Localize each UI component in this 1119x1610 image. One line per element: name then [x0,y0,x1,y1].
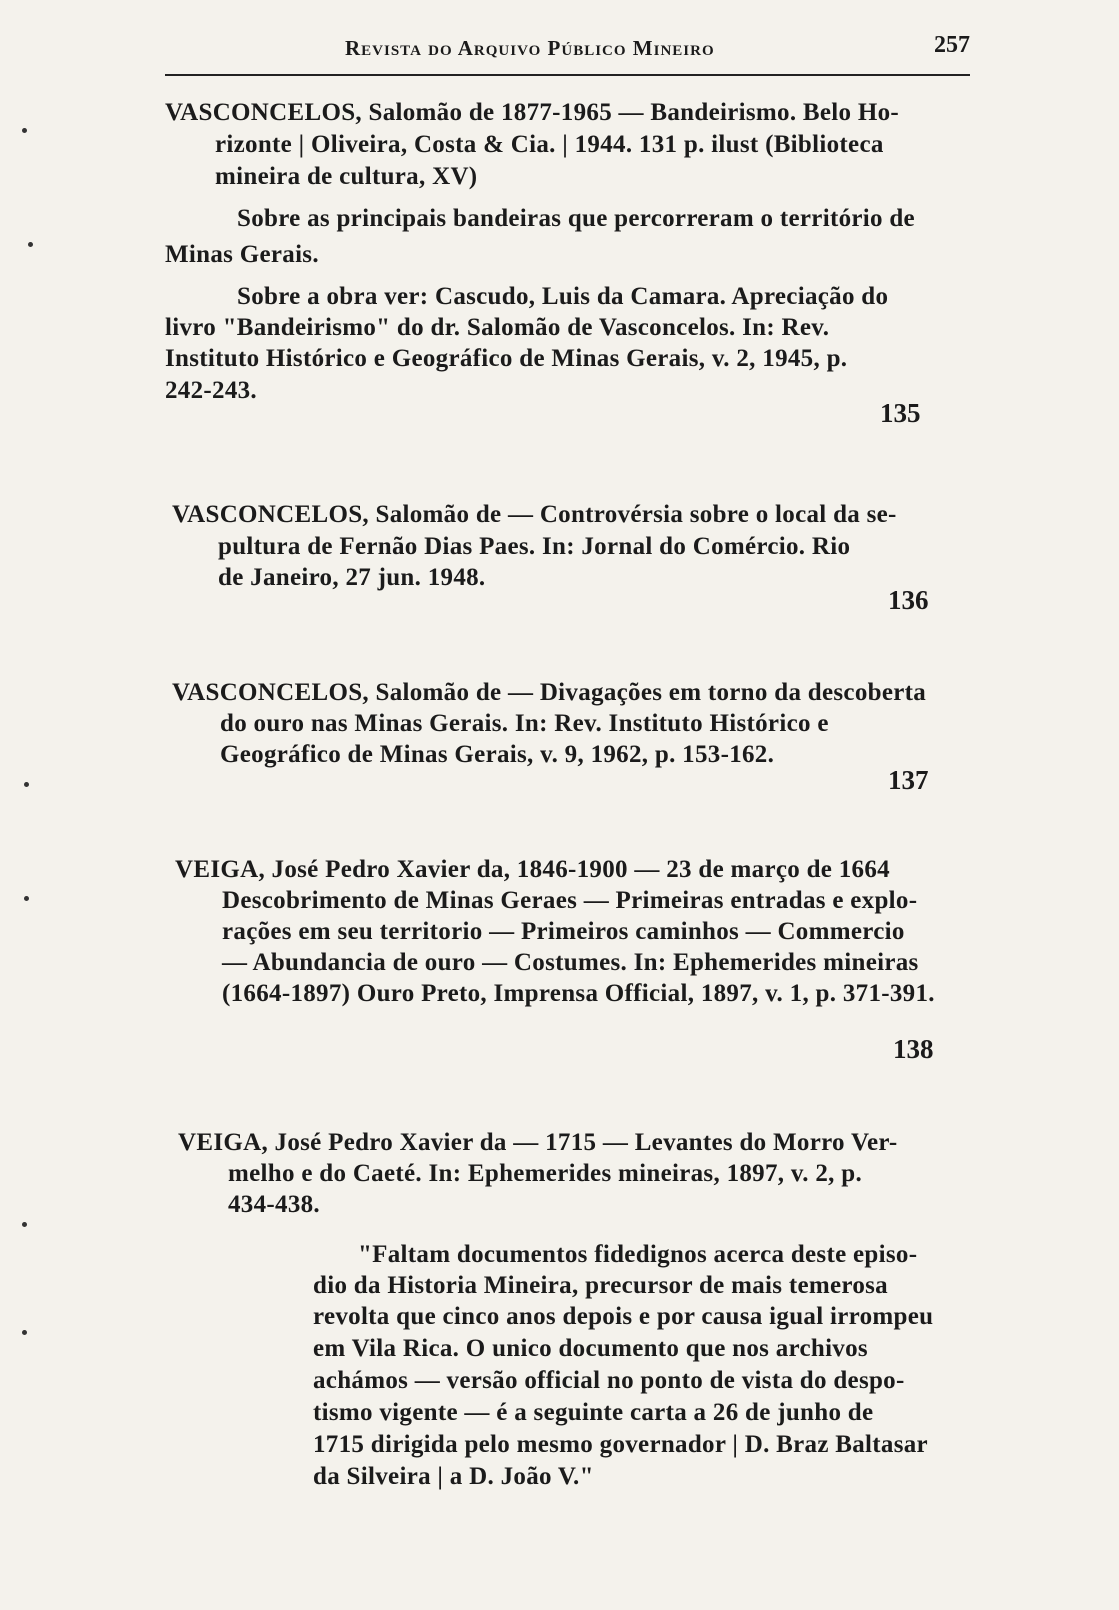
quote-line: tismo vigente — é a seguinte carta a 26 de junho de [313,1399,874,1426]
scan-speck [22,1222,27,1227]
note-line: livro "Bandeirismo" do dr. Salomão de Vasconcelos. In: Rev. [165,314,830,341]
scan-speck [28,242,33,247]
entry-line: (1664-1897) Ouro Preto, Imprensa Official, 1897, v. 1, p. 371-391. [222,980,935,1007]
quote-line: 1715 dirigida pelo mesmo governador | D. Braz Baltasar [313,1431,928,1458]
entry-line: VEIGA, José Pedro Xavier da, 1846-1900 — 23 de março de 1664 [175,856,890,883]
scan-speck [22,128,27,133]
quote-line: revolta que cinco anos depois e por causa igual irrompeu [313,1303,934,1330]
entry-line: pultura de Fernão Dias Paes. In: Jornal do Comércio. Rio [218,533,851,560]
entry-line: — Abundancia de ouro — Costumes. In: Ephemerides mineiras [222,949,919,976]
note-line: Sobre a obra ver: Cascudo, Luis da Camara. Apreciação do [237,283,889,310]
running-header [165,30,970,76]
entry-line: melho e do Caeté. In: Ephemerides mineiras, 1897, v. 2, p. [228,1160,863,1187]
quote-line: dio da Historia Mineira, precursor de mais temerosa [313,1272,888,1299]
note-line: 242-243. [165,377,257,404]
scan-speck [24,782,29,787]
note-line: Minas Gerais. [165,241,319,268]
entry-number: 135 [880,398,921,428]
entry-line: rações em seu territorio — Primeiros caminhos — Commercio [222,918,905,945]
entry-line: mineira de cultura, XV) [215,163,478,190]
entry-line: de Janeiro, 27 jun. 1948. [218,564,486,591]
entry-line: Descobrimento de Minas Geraes — Primeiras entradas e explo- [222,887,918,914]
quote-line: da Silveira | a D. João V." [313,1463,594,1490]
entry-line: Geográfico de Minas Gerais, v. 9, 1962, p. 153-162. [220,741,775,768]
entry-line: VASCONCELOS, Salomão de 1877-1965 — Bandeirismo. Belo Ho- [165,99,900,126]
quote-line: em Vila Rica. O unico documento que nos archivos [313,1335,868,1362]
journal-title: Revista do Arquivo Público Mineiro [345,36,715,60]
entry-line: VEIGA, José Pedro Xavier da — 1715 — Levantes do Morro Ver- [178,1129,898,1156]
note-line: Sobre as principais bandeiras que percorreram o território de [237,205,915,232]
entry-number: 137 [888,765,929,795]
scan-speck [24,896,29,901]
entry-line: 434-438. [228,1191,320,1218]
quote-line: achámos — versão official no ponto de vista do despo- [313,1367,905,1394]
entry-line: VASCONCELOS, Salomão de — Controvérsia sobre o local da se- [172,501,897,528]
quote-line: "Faltam documentos fidedignos acerca deste episo- [358,1241,918,1268]
entry-number: 136 [888,585,929,615]
scan-speck [22,1330,27,1335]
entry-number: 138 [893,1034,934,1064]
entry-line: do ouro nas Minas Gerais. In: Rev. Instituto Histórico e [220,710,829,737]
page-number: 257 [934,32,970,58]
entry-line: rizonte | Oliveira, Costa & Cia. | 1944. 131 p. ilust (Biblioteca [215,131,884,158]
note-line: Instituto Histórico e Geográfico de Minas Gerais, v. 2, 1945, p. [165,345,848,372]
entry-line: VASCONCELOS, Salomão de — Divagações em torno da descoberta [172,679,927,706]
